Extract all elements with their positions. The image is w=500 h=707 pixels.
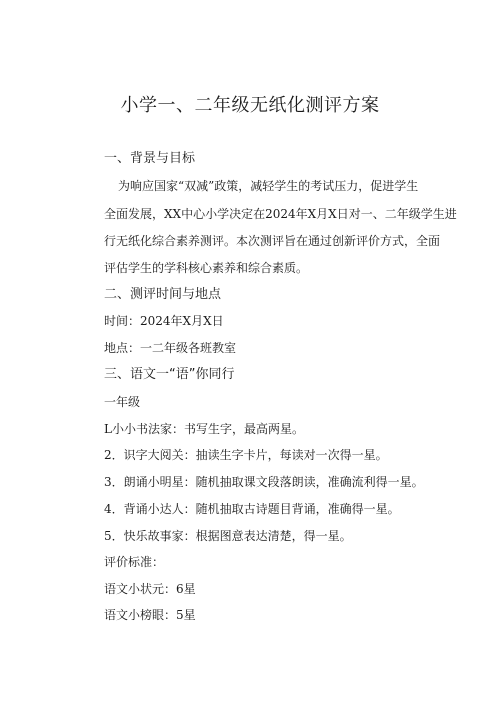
- criteria-label: 评价标准：: [104, 555, 165, 569]
- exam-place: 地点：一二年级各班教室: [104, 341, 237, 355]
- list-item: 5．快乐故事家：根据图意表达清楚，得一星。: [104, 529, 352, 543]
- section-heading-time-place: 二、测评时间与地点: [104, 287, 222, 302]
- list-item: 2．识字大阅关：抽读生字卡片，每读对一次得一星。: [104, 448, 388, 462]
- paragraph-line: 评估学生的学科核心素养和综合素质。: [104, 261, 309, 275]
- list-item: 4．背诵小达人：随机抽取古诗题目背诵，准确得一星。: [104, 502, 400, 516]
- criteria-item: 语文小状元：6星: [104, 582, 196, 596]
- exam-time: 时间：2024年X月X日: [104, 314, 224, 328]
- section-heading-chinese: 三、语文一“语”你同行: [104, 367, 235, 382]
- list-item: 3．朗诵小明星：随机抽取课文段落朗读，准确流利得一星。: [104, 475, 424, 489]
- paragraph-line: 全面发展，XX中心小学决定在2024年X月X日对一、二年级学生进: [104, 207, 457, 221]
- criteria-item: 语文小榜眼：5星: [104, 608, 196, 622]
- paragraph-line: 行无纸化综合素养测评。本次测评旨在通过创新评价方式，全面: [104, 234, 441, 248]
- grade-label: 一年级: [104, 395, 141, 409]
- list-item: L小小书法家：书写生字，最高两星。: [104, 422, 304, 436]
- document-title: 小学一、二年级无纸化测评方案: [120, 95, 380, 116]
- section-heading-background: 一、背景与目标: [104, 151, 196, 166]
- paragraph-line: 为响应国家“双减”政策，减轻学生的考试压力，促进学生: [118, 179, 419, 193]
